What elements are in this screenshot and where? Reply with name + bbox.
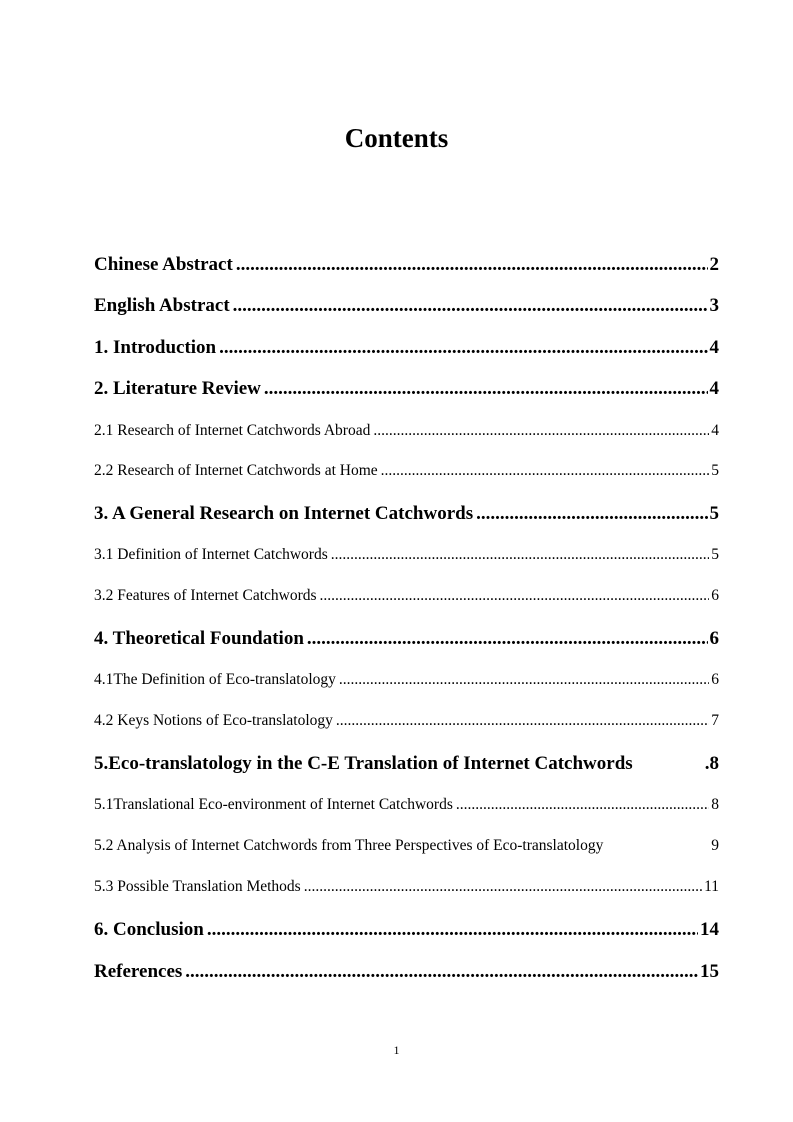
toc-entry-5-3[interactable] — [94, 877, 719, 897]
toc-entry-page: .8 — [704, 753, 719, 774]
toc-entry-page: 4 — [709, 337, 719, 358]
toc-leader-dots — [476, 502, 707, 526]
toc-entry-page: 4 — [709, 378, 719, 399]
toc-entry-chinese-abstract[interactable] — [94, 253, 719, 277]
toc-entry-page: 2 — [709, 254, 719, 275]
toc-entry-page: 7 — [711, 712, 719, 729]
toc-entry-page: 9 — [711, 837, 719, 854]
toc-entry-4-2[interactable] — [94, 711, 719, 731]
toc-entry-page: 6 — [711, 671, 719, 688]
toc-entry-label: 5.1Translational Eco-environment of Internet Catchwords — [94, 796, 453, 813]
toc-entry-page: 14 — [700, 919, 719, 940]
toc-entry-english-abstract[interactable] — [94, 294, 719, 318]
toc-entry-label: 2. Literature Review — [94, 378, 261, 399]
toc-entry-label: References — [94, 961, 183, 982]
toc-entry-label: 5.Eco-translatology in the C-E Translation of Internet Catchwords — [94, 753, 633, 774]
toc-entry-label: 2.1 Research of Internet Catchwords Abroad — [94, 422, 371, 439]
toc-leader-dots — [264, 377, 708, 401]
toc-entry-5-1[interactable] — [94, 795, 719, 815]
page-title: Contents — [344, 123, 449, 153]
toc-entry-label: 4.2 Keys Notions of Eco-translatology — [94, 712, 333, 729]
toc-leader-dots — [207, 918, 698, 942]
toc-leader-dots — [233, 294, 708, 318]
toc-entry-2-1[interactable] — [94, 421, 719, 441]
toc-entry-label: 5.2 Analysis of Internet Catchwords from Three Perspectives of Eco-translatology — [94, 837, 604, 854]
table-of-contents — [94, 0, 719, 1122]
toc-entry-label: 4. Theoretical Foundation — [94, 628, 304, 649]
toc-entry-page: 6 — [709, 628, 719, 649]
toc-entry-conclusion[interactable] — [94, 918, 719, 942]
toc-leader-dots — [381, 461, 710, 481]
toc-leader-dots — [304, 877, 702, 897]
toc-leader-dots — [320, 586, 710, 606]
toc-leader-dots — [307, 627, 708, 651]
toc-entry-label: Chinese Abstract — [94, 254, 233, 275]
toc-entry-page: 4 — [711, 422, 719, 439]
toc-entry-page: 5 — [711, 462, 719, 479]
toc-entry-label: 1. Introduction — [94, 337, 217, 358]
toc-entry-label: 3. A General Research on Internet Catchwords — [94, 503, 474, 524]
toc-leader-dots — [185, 960, 698, 984]
toc-leader-dots — [219, 336, 707, 360]
toc-entry-label: English Abstract — [94, 295, 230, 316]
toc-entry-page: 3 — [709, 295, 719, 316]
toc-entry-introduction[interactable] — [94, 336, 719, 360]
toc-entry-4-1[interactable] — [94, 670, 719, 690]
toc-entry-literature-review[interactable] — [94, 377, 719, 401]
toc-leader-dots — [373, 421, 709, 441]
toc-entry-label: 4.1The Definition of Eco-translatology — [94, 671, 336, 688]
toc-entry-label: 5.3 Possible Translation Methods — [94, 878, 301, 895]
toc-leader-dots — [339, 670, 709, 690]
toc-leader-dots — [331, 545, 710, 565]
toc-entry-page: 6 — [711, 587, 719, 604]
toc-entry-label: 2.2 Research of Internet Catchwords at Home — [94, 462, 378, 479]
toc-entry-page: 8 — [711, 796, 719, 813]
toc-entry-page: 5 — [709, 503, 719, 524]
toc-entry-label: 3.1 Definition of Internet Catchwords — [94, 546, 328, 563]
toc-entry-2-2[interactable] — [94, 461, 719, 481]
toc-leader-dots — [336, 711, 709, 731]
page-number: 1 — [393, 1043, 400, 1057]
toc-entry-3-2[interactable] — [94, 586, 719, 606]
toc-entry-3-1[interactable] — [94, 545, 719, 565]
toc-entry-eco-translatology[interactable] — [94, 752, 719, 776]
toc-entry-label: 6. Conclusion — [94, 919, 204, 940]
toc-entry-page: 15 — [700, 961, 719, 982]
toc-entry-references[interactable] — [94, 960, 719, 984]
toc-entry-page: 5 — [711, 546, 719, 563]
toc-entry-theoretical-foundation[interactable] — [94, 627, 719, 651]
toc-leader-dots — [236, 253, 708, 277]
toc-entry-page: 11 — [704, 878, 719, 895]
toc-entry-5-2[interactable] — [94, 836, 719, 856]
toc-leader-dots — [456, 795, 709, 815]
toc-entry-label: 3.2 Features of Internet Catchwords — [94, 587, 317, 604]
toc-entry-general-research[interactable] — [94, 502, 719, 526]
